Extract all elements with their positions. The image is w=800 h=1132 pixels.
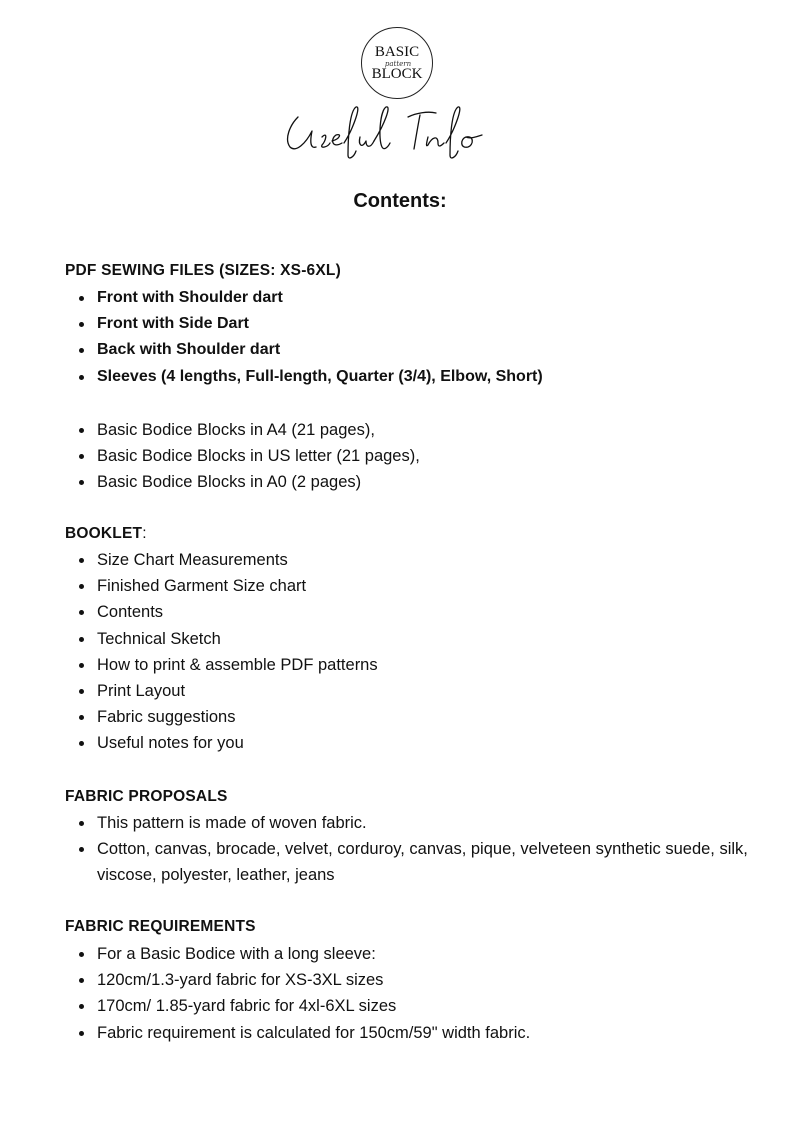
list-item: Fabric suggestions — [78, 704, 768, 730]
list-item: Back with Shoulder dart — [78, 337, 768, 363]
logo-seal — [360, 26, 434, 100]
list-item: Front with Shoulder dart — [78, 285, 768, 311]
list-item: Size Chart Measurements — [78, 547, 768, 573]
list-item: Finished Garment Size chart — [78, 573, 768, 599]
booklet-title — [65, 525, 147, 543]
list-item: Print Layout — [78, 678, 768, 704]
logo-line-3: BLOCK — [371, 66, 423, 82]
list-item: Cotton, canvas, brocade, velvet, corduroy, canvas, pique, velveteen synthetic suede, silk, viscose, polyester, leather, jeans — [78, 836, 768, 888]
list-item: Contents — [78, 599, 768, 625]
list-item: Useful notes for you — [78, 730, 768, 756]
list-item: Sleeves (4 lengths, Full-length, Quarter (3/4), Elbow, Short) — [78, 364, 768, 390]
list-item: How to print & assemble PDF patterns — [78, 652, 768, 678]
booklet-list — [78, 547, 768, 757]
brand-logo — [360, 26, 434, 100]
script-title-art — [270, 95, 530, 165]
list-item: Basic Bodice Blocks in US letter (21 pages), — [78, 443, 768, 469]
logo-line-1: BASIC — [374, 44, 420, 60]
fabric-proposals-list — [78, 810, 768, 889]
list-item: 170cm/ 1.85-yard fabric for 4xl-6XL sizes — [78, 993, 768, 1019]
fabric-requirements-title: FABRIC REQUIREMENTS — [65, 918, 256, 935]
list-item: Basic Bodice Blocks in A0 (2 pages) — [78, 469, 768, 495]
list-item: This pattern is made of woven fabric. — [78, 810, 768, 836]
list-item: Front with Side Dart — [78, 311, 768, 337]
fabric-proposals-title: FABRIC PROPOSALS — [65, 788, 228, 805]
list-item: 120cm/1.3-yard fabric for XS-3XL sizes — [78, 967, 768, 993]
list-item: Basic Bodice Blocks in A4 (21 pages), — [78, 417, 768, 443]
list-item: For a Basic Bodice with a long sleeve: — [78, 941, 768, 967]
list-item: Technical Sketch — [78, 626, 768, 652]
booklet-title-colon: : — [142, 525, 147, 542]
logo-line-2: pattern — [384, 60, 412, 68]
booklet-title-text: BOOKLET — [65, 525, 143, 542]
contents-heading: Contents: — [353, 190, 447, 212]
pdf-files-list — [78, 285, 768, 390]
pdf-files-title: PDF SEWING FILES (SIZES: XS-6XL) — [65, 262, 341, 279]
fabric-requirements-list — [78, 941, 768, 1046]
pdf-formats-list — [78, 417, 768, 496]
useful-info-title — [270, 95, 530, 165]
list-item: Fabric requirement is calculated for 150cm/59" width fabric. — [78, 1020, 768, 1046]
